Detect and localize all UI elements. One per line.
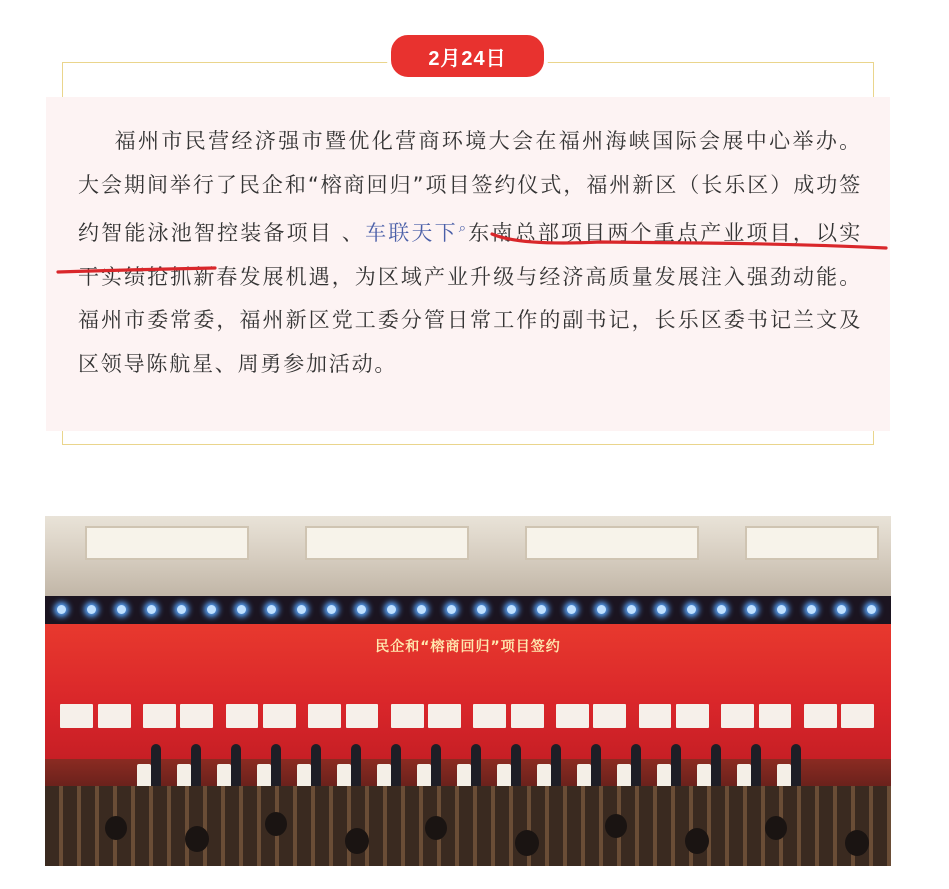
- article-text-part2: 东南总部项目两个重点产业项目，以实干实绩抢抓新春发展机遇，为区域产业升级与经济高质量发展注入强劲动能。福州市委常委，福州新区党工委分管日常工作的副书记，长乐区委书记兰文及区领导陈航星、周勇参加活动。: [78, 221, 862, 376]
- date-badge: 2月24日: [387, 31, 548, 81]
- article-paragraph: [78, 120, 862, 386]
- article-text-part1: 福州市民营经济强市暨优化营商环境大会在福州海峡国际会展中心举办。大会期间举行了民企和“榕商回归”项目签约仪式，福州新区（长乐区）成功签约智能泳池智控装备项目 、: [78, 129, 862, 245]
- red-led-screen: [45, 624, 891, 759]
- event-photo: [45, 516, 891, 866]
- company-link[interactable]: 车联天下⌕: [365, 221, 468, 245]
- search-icon[interactable]: ⌕: [458, 221, 468, 236]
- signing-boards: [59, 664, 877, 749]
- screen-title: 民企和“榕商回归”项目签约: [375, 639, 561, 655]
- stage-lights: [45, 596, 891, 626]
